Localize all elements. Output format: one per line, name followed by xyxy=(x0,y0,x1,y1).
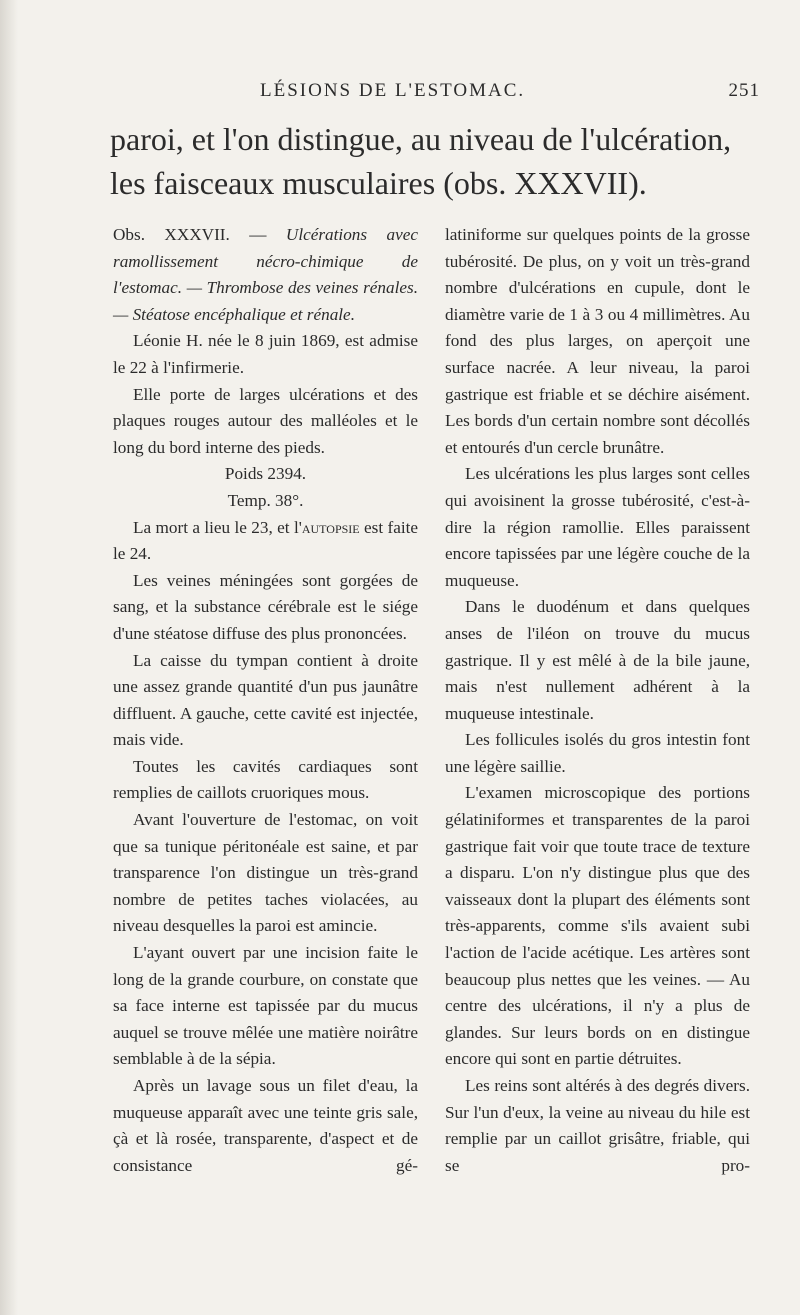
autopsie-smallcaps: autopsie xyxy=(301,517,360,537)
running-title: LÉSIONS DE L'ESTOMAC. xyxy=(260,80,526,101)
intro-paragraph: paroi, et l'on distingue, au niveau de l'ulcération, les faisceaux musculaires (obs. XXXVII). xyxy=(110,121,732,201)
left-column xyxy=(113,222,418,1179)
paragraph: Avant l'ouverture de l'estomac, on voit que sa tunique péritonéale est saine, et par transparence l'on distingue un très-grand nombre de petites taches violacées, au niveau desquelles la paroi est amincie. xyxy=(113,810,418,936)
paragraph: L'ayant ouvert par une incision faite le long de la grande courbure, on constate que sa face interne est tapissée par du mucus auquel se trouve mêlée une matière noirâtre semblable à de la sépia. xyxy=(113,943,418,1069)
paragraph xyxy=(113,515,418,568)
observation-title: Ulcérations avec ramollissement nécro-chimique de l'estomac. — Thrombose des veines rénales. — Stéatose encéphalique et rénale. xyxy=(113,225,419,324)
paragraph: Toutes les cavités cardiaques sont remplies de caillots cruoriques mous. xyxy=(113,756,418,803)
paragraph: Les ulcérations les plus larges sont celles qui avoisinent la grosse tubérosité, c'est-à-dire la région ramollie. Elles paraissent encore tapissées par une légère couche de la muqueuse. xyxy=(445,464,750,590)
paragraph: Elle porte de larges ulcérations et des plaques rouges autour des malléoles et le long du bord interne des pieds. xyxy=(113,384,418,457)
paragraph: L'examen microscopique des portions gélatiniformes et transparentes de la paroi gastrique fait voir que toute trace de texture a disparu. L'on n'y distingue plus que des vaisseaux dont la plupart des éléments sont très-apparents, comme s'ils avaient subi l'action de l'acide acétique. Les artères sont beaucoup plus nettes que les veines. — Au centre des ulcérations, il n'y a plus de glandes. Sur leurs bords on en distingue encore qui sont en partie détruites. xyxy=(445,783,750,1069)
page-number: 251 xyxy=(728,80,760,101)
text-run: est faite le 24. xyxy=(113,517,419,564)
paragraph: Les follicules isolés du gros intestin font une légère saillie. xyxy=(445,730,750,776)
observation-heading xyxy=(113,222,418,328)
paragraph: Léonie H. née le 8 juin 1869, est admise le 22 à l'infirmerie. xyxy=(113,331,418,377)
paragraph: Après un lavage sous un filet d'eau, la muqueuse apparaît avec une teinte gris sale, çà et là rosée, transparente, d'aspect et de consistance gé- xyxy=(113,1076,418,1175)
page-edge-shadow xyxy=(0,0,18,1315)
paragraph: Les veines méningées sont gorgées de sang, et la substance cérébrale est le siége d'une stéatose diffuse des plus prononcées. xyxy=(113,570,418,643)
text-run: La mort a lieu le 23, et l' xyxy=(133,517,302,537)
observation-label: Obs. XXXVII. — xyxy=(113,225,286,244)
right-column xyxy=(445,222,750,1179)
weight-line: Poids 2394. xyxy=(224,464,307,484)
paragraph: La caisse du tympan contient à droite une assez grande quantité d'un pus jaunâtre diffluent. A gauche, cette cavité est injectée, mais vide. xyxy=(113,650,418,750)
paragraph: Dans le duodénum et dans quelques anses de l'iléon on trouve du mucus gastrique. Il y est mêlé à de la bile jaune, mais n'est nullement adhérent à la muqueuse intestinale. xyxy=(445,597,750,723)
paragraph: latiniforme sur quelques points de la grosse tubérosité. De plus, on y voit un très-grand nombre d'ulcérations en cupule, dont le diamètre varie de 1 à 3 ou 4 millimètres. Au fond des plus larges, on aperçoit une surface nacrée. A leur niveau, la paroi gastrique est friable et se déchire aisément. Les bords d'un certain nombre sont décollés et entourés d'un cercle brunâtre. xyxy=(445,225,750,457)
temperature-line: Temp. 38°. xyxy=(227,490,304,510)
paragraph: Les reins sont altérés à des degrés divers. Sur l'un d'eux, la veine au niveau du hile est remplie par un caillot grisâtre, friable, qui se pro- xyxy=(445,1076,750,1175)
